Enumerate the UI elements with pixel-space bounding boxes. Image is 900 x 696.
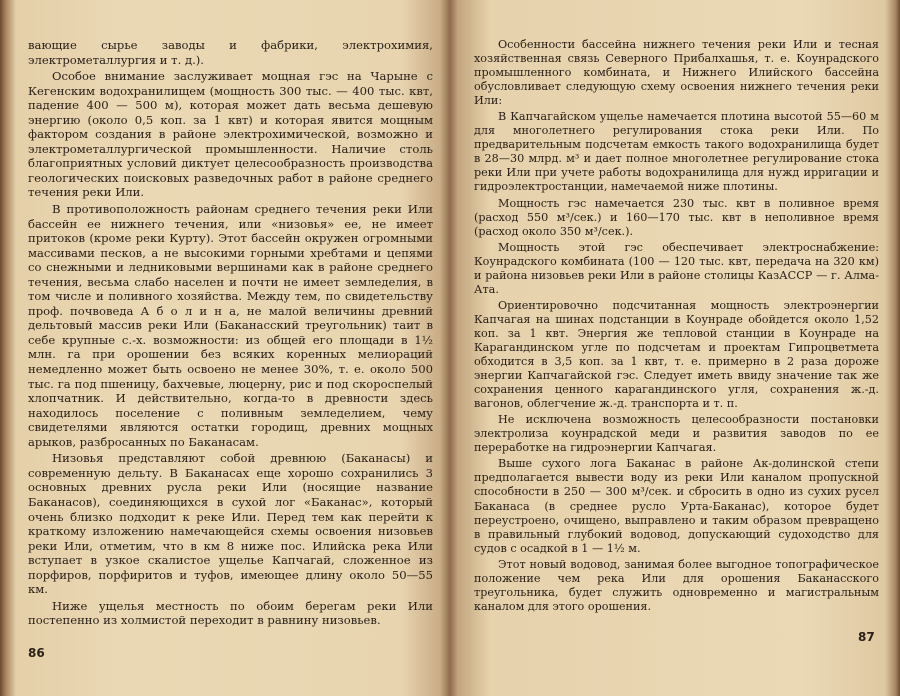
- paragraph: В Капчагайском ущелье намечается плотина высотой 55—60 м для многолетнего регулирования стока реки Или. По предварительным подсчетам емкость такого водохранилища будет в 28—30 млрд. м³ и дает полное многолетнее регулирование стока реки Или при учете работы водохранилища для нужд ирригации и гидроэлектростанции, намечаемой ниже плотины.: [474, 110, 879, 194]
- paragraph: Выше сухого лога Баканас в районе Ак-долинской степи предполагается вывести воду из реки Или каналом пропускной способности в 250 — 300 м³/сек. и сбросить в одно из сухих русел Баканаса (в среднее русло Урта-Баканас), которое будет переустроено, очищено, выправлено и таким образом превращено в правильный глубокий водовод, допускающий судоходство для судов с осадкой в 1 — 1½ м.: [474, 457, 879, 555]
- paragraph: Ориентировочно подсчитанная мощность электроэнергии Капчагая на шинах подстанции в Коунраде обойдется около 1,52 коп. за 1 квт. Энергия же тепловой станции в Коунраде на Карагандинском угле по подсчетам и проектам Гипроцветмета обходится в 3,5 коп. за 1 квт, т. е. примерно в 2 раза дороже энергии Капчагайской гэс. Следует иметь ввиду значение так же сохранения ценного карагандинского угля, сохранения ж.-д. вагонов, облегчение ж.-д. транспорта и т. п.: [474, 298, 879, 411]
- paragraph: Не исключена возможность целесообразности постановки электролиза коунрадской меди и развития заводов по ее переработке на гидроэнергии Капчагая.: [474, 413, 879, 455]
- page-number: 87: [858, 630, 875, 644]
- right-page-text: [474, 38, 879, 616]
- paragraph: Особенности бассейна нижнего течения реки Или и тесная хозяйственная связь Северного Прибалхашья, т. е. Коунрадского промышленного комбината, и Нижнего Илийского бассейна обусловливает следующую схему освоения нижнего течения реки Или:: [474, 38, 879, 108]
- paragraph: В противоположность районам среднего течения реки Или бассейн ее нижнего течения, или «низовья» ее, не имеет притоков (кроме реки Курту). Этот бассейн окружен огромными массивами песков, а не высокими горными хребтами и цепями со снежными и ледниковыми вершинами как в районе среднего течения, весьма слабо населен и почти не имеет земледелия, в том числе и поливного хозяйства. Между тем, по свидетельству проф. почвоведа А б о л и н а, не малой величины древний дельтовый массив реки Или (Баканасский треугольник) таит в себе крупные с.-х. возможности: из общей его площади в 1½ млн. га при орошении без всяких коренных мелиораций немедленно может быть освоено не менее 30%, т. е. около 500 тыс. га под пшеницу, бахчевые, люцерну, рис и под скороспелый хлопчатник. И действительно, когда-то в древности здесь находилось поселение с поливным земледелием, чему свидетелями являются остатки городищ, древних мощных арыков, разбросанных по Баканасам.: [28, 202, 433, 449]
- paragraph: Мощность гэс намечается 230 тыс. квт в поливное время (расход 550 м³/сек.) и 160—170 тыс. квт в неполивное время (расход около 350 м³/сек.).: [474, 196, 879, 238]
- paragraph: Мощность этой гэс обеспечивает электроснабжение: Коунрадского комбината (100 — 120 тыс. квт, передача на 320 км) и района низовьев реки Или в районе столицы КазАССР — г. Алма-Ата.: [474, 240, 879, 296]
- paragraph: Особое внимание заслуживает мощная гэс на Чарыне с Кегенским водохранилищем (мощность 300 тыс. — 400 тыс. квт, падение 400 — 500 м), которая может дать весьма дешевую энергию (около 0,5 коп. за 1 квт) и которая явится мощным фактором создания в районе электрохимической, возможно и электрометаллургической промышленности. Наличие столь благоприятных условий диктует целесообразность производства геологических поисковых разведочных работ в районе среднего течения реки Или.: [28, 69, 433, 200]
- left-page-text: [28, 38, 433, 630]
- paragraph: Низовья представляют собой древнюю (Баканасы) и современную дельту. В Баканасах еще хорошо сохранились 3 основных древних русла реки Или (носящие название Баканасов), соединяющихся в сухой лог «Баканас», который очень близко подходит к реке Или. Перед тем как перейти к краткому изложению намечающейся схемы освоения низовьев реки Или, отметим, что в км 8 ниже пос. Илийска река Или вступает в узкое скалистое ущелье Капчагай, сложенное из порфиров, порфиритов и туфов, имеющее длину около 50—55 км.: [28, 451, 433, 597]
- paragraph: вающие сырье заводы и фабрики, электрохимия, электрометаллургия и т. д.).: [28, 38, 433, 67]
- paragraph: Этот новый водовод, занимая более выгодное топографическое положение чем река Или для орошения Баканасского треугольника, будет служить одновременно и магистральным каналом для этого орошения.: [474, 557, 879, 613]
- page-number: 86: [28, 646, 45, 660]
- right-page: [450, 0, 900, 696]
- paragraph: Ниже ущелья местность по обоим берегам реки Или постепенно из холмистой переходит в равнину низовьев.: [28, 598, 433, 628]
